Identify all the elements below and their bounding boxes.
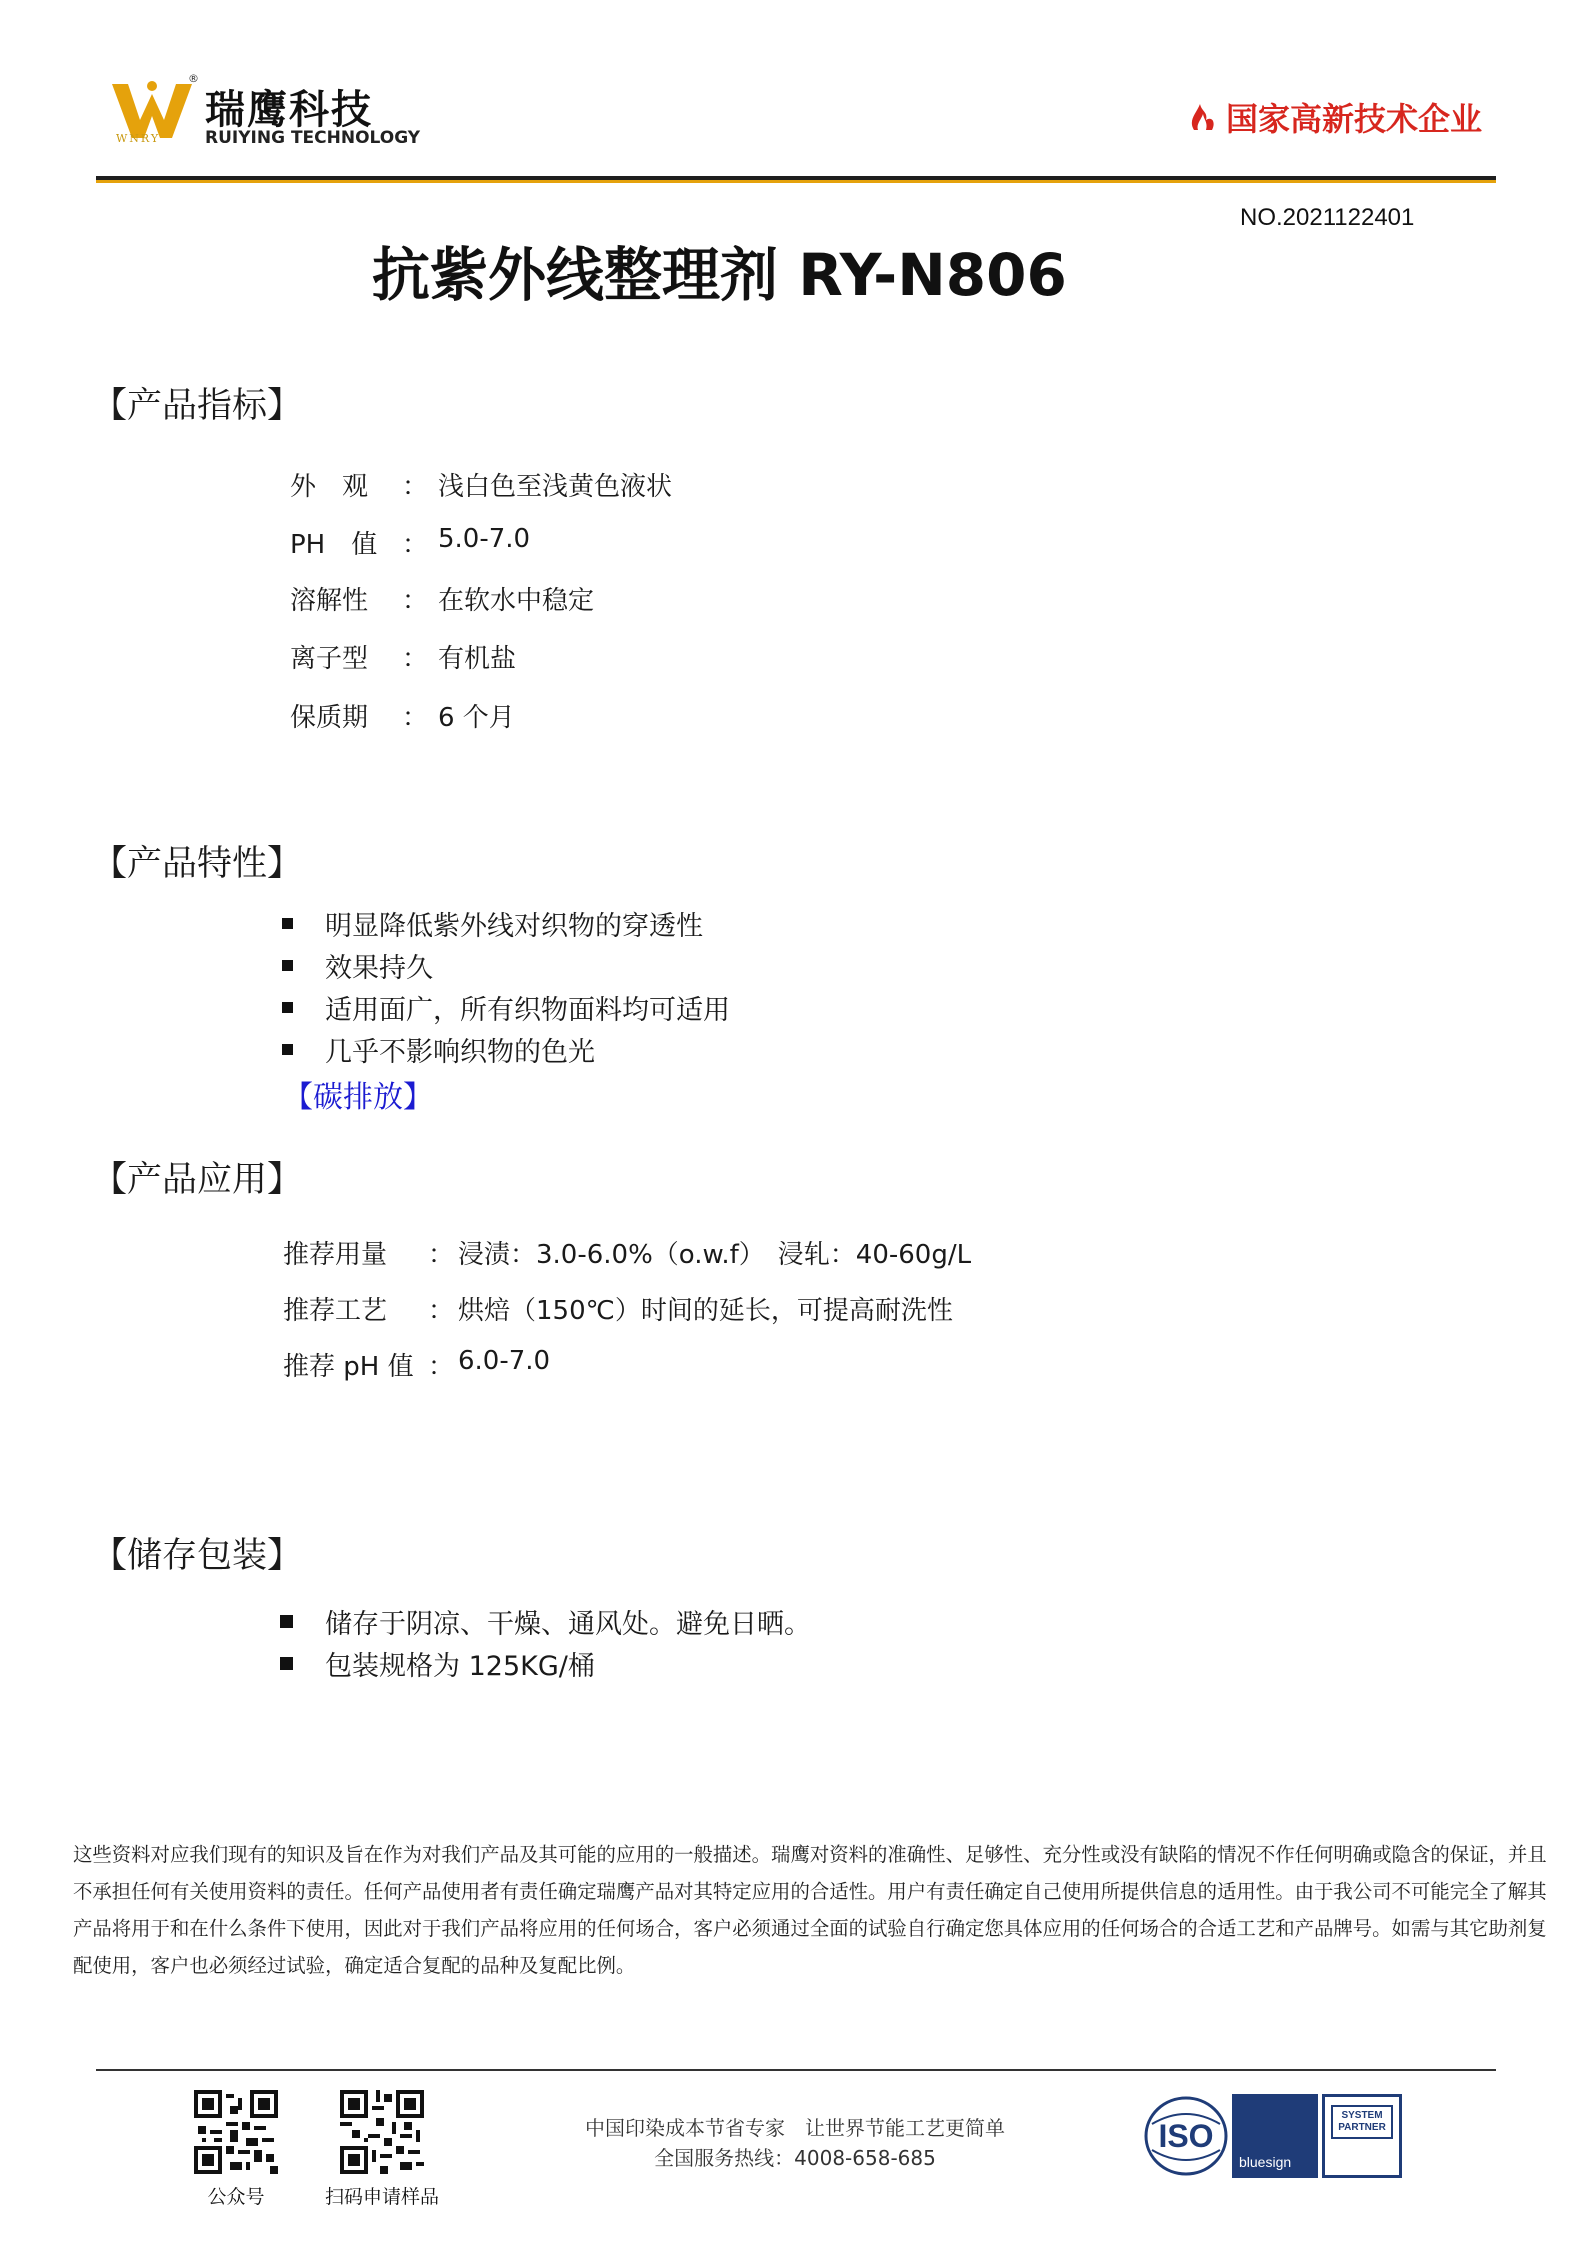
list-item xyxy=(282,1030,595,1069)
application-colon: ： xyxy=(428,1240,455,1270)
spec-row xyxy=(290,466,672,503)
application-label: 推荐用量 xyxy=(283,1240,388,1270)
feature-text: 效果持久 xyxy=(325,953,433,984)
service-hotline: 全国服务热线：4008-658-685 xyxy=(654,2146,936,2170)
list-item xyxy=(282,988,730,1027)
header-divider-gold xyxy=(96,180,1496,183)
document-number: NO.2021122401 xyxy=(1240,204,1415,231)
bullet-square-icon xyxy=(282,918,293,929)
spec-colon: ： xyxy=(402,703,429,733)
footer-divider xyxy=(96,2069,1496,2071)
spec-row xyxy=(290,524,530,561)
bluesign-text: bluesign xyxy=(1239,2154,1292,2170)
spec-row xyxy=(290,638,516,675)
storage-text: 储存于阴凉、干燥、通风处。避免日晒。 xyxy=(325,1609,811,1640)
iso-certification-icon xyxy=(1140,2094,1232,2178)
spec-value: 在软水中稳定 xyxy=(438,586,595,616)
qr-caption-sample: 扫码申请样品 xyxy=(324,2186,439,2208)
feature-text: 明显降低紫外线对织物的穿透性 xyxy=(325,911,703,942)
storage-text: 包装规格为 125KG/桶 xyxy=(325,1651,595,1682)
feature-text: 适用面广，所有织物面料均可适用 xyxy=(325,995,730,1026)
application-value: 烘焙（150℃）时间的延长，可提高耐洗性 xyxy=(458,1296,953,1326)
company-slogan: 中国印染成本节省专家 让世界节能工艺更简单 xyxy=(585,2116,1005,2140)
spec-label: 溶解性 xyxy=(290,586,369,616)
application-label: 推荐工艺 xyxy=(283,1296,388,1326)
logo-wnry-text: WNRY xyxy=(116,132,161,145)
list-item xyxy=(282,946,433,985)
spec-label: 外 观 xyxy=(290,472,369,502)
high-tech-enterprise-badge xyxy=(1186,94,1482,140)
wechat-qr-code-icon[interactable] xyxy=(194,2090,278,2174)
spec-value: 6 个月 xyxy=(438,703,515,733)
spec-row xyxy=(290,580,594,617)
list-item xyxy=(282,904,703,943)
application-row xyxy=(283,1290,953,1327)
system-partner-line1: SYSTEM xyxy=(1341,2110,1383,2121)
spec-value: 5.0-7.0 xyxy=(438,524,531,554)
list-item xyxy=(280,1644,595,1683)
application-row xyxy=(283,1346,550,1383)
system-partner-badge xyxy=(1322,2094,1402,2178)
product-title: 抗紫外线整理剂 RY-N806 xyxy=(372,241,1067,309)
application-colon: ： xyxy=(428,1352,455,1382)
spec-row xyxy=(290,697,515,734)
iso-text: ISO xyxy=(1158,2118,1214,2154)
application-value: 浸渍：3.0-6.0%（o.w.f） 浸轧：40-60g/L xyxy=(458,1240,972,1270)
sample-request-qr-code-icon[interactable] xyxy=(340,2090,424,2174)
application-label: 推荐 pH 值 xyxy=(283,1352,414,1382)
spec-colon: ： xyxy=(402,472,429,502)
bullet-square-icon xyxy=(282,1044,293,1055)
high-tech-enterprise-text: 国家高新技术企业 xyxy=(1226,100,1483,138)
bullet-square-icon xyxy=(280,1615,293,1628)
qr-caption-wechat: 公众号 xyxy=(207,2186,265,2208)
bluesign-logo xyxy=(1232,2094,1318,2178)
disclaimer-text: 这些资料对应我们现有的知识及旨在作为对我们产品及其可能的应用的一般描述。瑞鹰对资料的准确性、足够性、充分性或没有缺陷的情况不作任何明确或隐含的保证，并且不承担任何有关使用资料的责任。任何产品使用者有责任确定瑞鹰产品对其特定应用的合适性。用户有责任确定自己使用所提供信息的适用性。由于我公司不可能完全了解其产品将用于和在什么条件下使用，因此对于我们产品将应用的任何场合，客户必须通过全面的试验自行确定您具体应用的任何场合的合适工艺和产品牌号。如需与其它助剂复配使用，客户也必须经过试验，确定适合复配的品种及复配比例。 xyxy=(73,1843,1547,1977)
application-value: 6.0-7.0 xyxy=(458,1346,551,1376)
spec-colon: ： xyxy=(402,586,429,616)
application-colon: ： xyxy=(428,1296,455,1326)
spec-label: PH 值 xyxy=(290,530,378,560)
logo-chinese-name: 瑞鹰科技 xyxy=(205,87,373,133)
spec-value: 有机盐 xyxy=(438,644,517,674)
carbon-emission-link[interactable]: 【碳排放】 xyxy=(283,1080,433,1115)
registered-mark: ® xyxy=(188,72,199,85)
bullet-square-icon xyxy=(280,1657,293,1670)
list-item xyxy=(280,1602,811,1641)
features-heading: 【产品特性】 xyxy=(92,844,303,884)
spec-colon: ： xyxy=(402,530,429,560)
storage-heading: 【储存包装】 xyxy=(92,1536,303,1576)
spec-label: 离子型 xyxy=(290,644,369,674)
high-tech-flame-icon xyxy=(1186,100,1220,134)
system-partner-line2: PARTNER xyxy=(1338,2122,1386,2133)
feature-text: 几乎不影响织物的色光 xyxy=(325,1037,595,1068)
indices-heading: 【产品指标】 xyxy=(92,386,303,426)
logo-english-name: RUIYING TECHNOLOGY xyxy=(205,128,421,148)
spec-label: 保质期 xyxy=(290,703,369,733)
application-heading: 【产品应用】 xyxy=(92,1160,303,1200)
application-row xyxy=(283,1234,971,1271)
spec-value: 浅白色至浅黄色液状 xyxy=(438,472,673,502)
bullet-square-icon xyxy=(282,1002,293,1013)
bullet-square-icon xyxy=(282,960,293,971)
system-partner-box xyxy=(1331,2105,1393,2139)
spec-colon: ： xyxy=(402,644,429,674)
